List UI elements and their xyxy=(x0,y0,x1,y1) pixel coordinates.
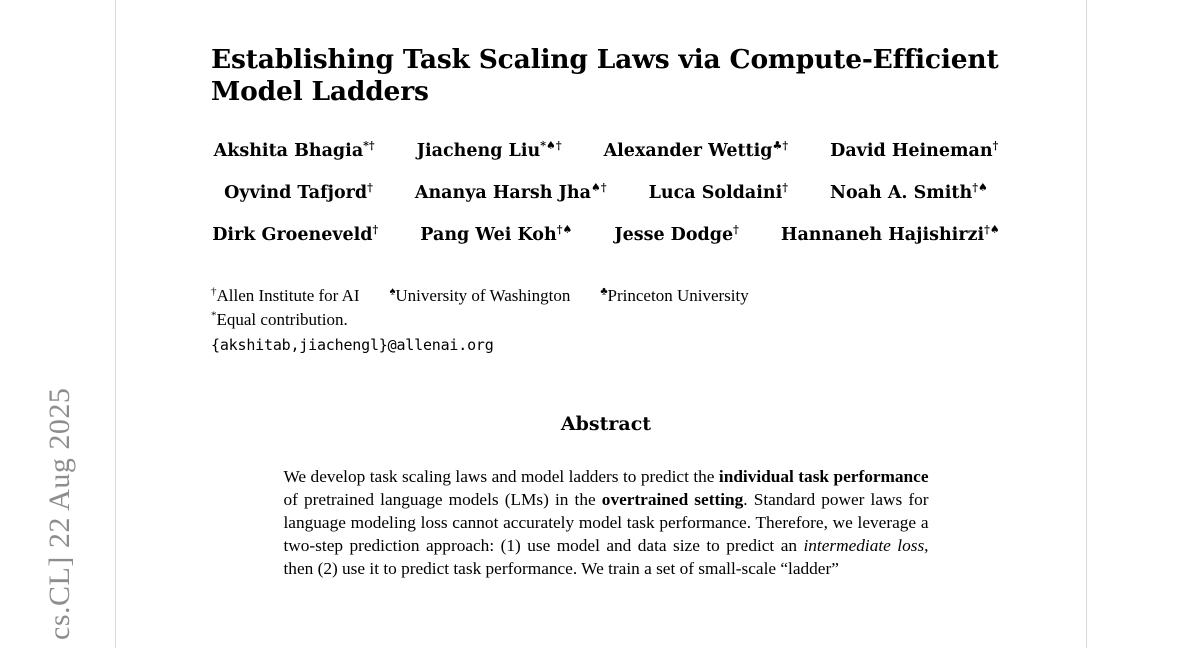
author-name: David Heineman xyxy=(830,140,993,161)
abstract-text: , then (2) use it to predict task performance. We train a set of small-scale “ladder” xyxy=(283,535,929,578)
author-affiliation-marks: †♠ xyxy=(972,180,988,194)
abstract-italic: intermediate loss xyxy=(803,535,925,555)
author-name: Noah A. Smith xyxy=(830,182,973,203)
author xyxy=(780,222,1000,245)
page-left-rule xyxy=(115,0,116,648)
author xyxy=(414,180,607,203)
author-affiliation-marks: † xyxy=(372,222,379,236)
affiliation-mark: ♣ xyxy=(600,285,608,297)
author-row xyxy=(211,180,1001,203)
author-affiliation-marks: ♠† xyxy=(590,180,607,194)
author-name: Luca Soldaini xyxy=(648,182,783,203)
abstract-body xyxy=(284,465,929,580)
equal-contribution-note xyxy=(211,309,1001,332)
page-right-rule xyxy=(1086,0,1087,648)
author-name: Akshita Bhagia xyxy=(213,140,364,161)
author-affiliation-marks: † xyxy=(367,180,373,194)
abstract-text: We develop task scaling laws and model ladders to predict the xyxy=(283,466,719,486)
author-affiliation-marks: † xyxy=(992,138,999,152)
author-name: Jiacheng Liu xyxy=(416,140,541,161)
affiliation xyxy=(600,285,748,308)
affiliation xyxy=(390,285,571,308)
abstract-emphasis: individual task performance xyxy=(718,466,929,486)
author-affiliation-marks: †♠ xyxy=(556,222,573,236)
arxiv-stamp xyxy=(0,0,120,648)
author-affiliation-marks: *♠† xyxy=(540,138,562,152)
author-name: Dirk Groeneveld xyxy=(212,224,373,245)
affiliations-block xyxy=(211,285,1001,355)
author-row xyxy=(211,138,1001,161)
arxiv-stamp-text: cs.CL] 22 Aug 2025 xyxy=(43,387,76,640)
abstract-text: of pretrained language models (LMs) in the xyxy=(283,489,602,509)
author xyxy=(648,180,789,203)
affiliation-name: Princeton University xyxy=(607,285,749,305)
author-name: Ananya Harsh Jha xyxy=(414,182,591,203)
author xyxy=(213,138,375,161)
affiliation-mark: † xyxy=(211,285,217,297)
author xyxy=(212,222,379,245)
paper-content xyxy=(211,44,1001,580)
author-name: Jesse Dodge xyxy=(614,224,734,245)
author xyxy=(830,180,988,203)
abstract-heading: Abstract xyxy=(560,412,652,435)
author-name: Oyvind Tafjord xyxy=(224,182,368,203)
author xyxy=(603,138,789,161)
author-name: Pang Wei Koh xyxy=(420,224,557,245)
equal-contribution-mark: * xyxy=(211,308,217,321)
author-affiliation-marks: *† xyxy=(363,138,375,152)
author-name: Hannaneh Hajishirzi xyxy=(780,224,985,245)
affiliation-name: Allen Institute for AI xyxy=(216,285,360,305)
author-affiliation-marks: †♠ xyxy=(984,222,1000,236)
affiliation-mark: ♠ xyxy=(389,285,396,297)
affiliation xyxy=(211,285,360,308)
author-affiliation-marks: † xyxy=(782,180,789,194)
author xyxy=(416,138,562,161)
author xyxy=(614,222,739,245)
page-title: Establishing Task Scaling Laws via Compute-Efficient Model Ladders xyxy=(211,44,999,108)
author xyxy=(420,222,573,245)
equal-contribution-text: Equal contribution. xyxy=(216,309,348,329)
author-affiliation-marks: † xyxy=(733,222,739,236)
affiliation-row xyxy=(211,285,1001,308)
author xyxy=(830,138,999,161)
author-name: Alexander Wettig xyxy=(603,140,773,161)
affiliation-name: University of Washington xyxy=(395,285,571,305)
author-affiliation-marks: ♣† xyxy=(772,138,789,152)
author-list xyxy=(211,138,1001,245)
contact-email: {akshitab,jiachengl}@allenai.org xyxy=(211,335,494,354)
abstract-text: . Standard power laws for language modeling loss cannot accurately model task performance. Therefore, we leverage a two-step prediction approach: (1) use model and data size to predict an xyxy=(283,489,929,555)
author xyxy=(224,180,373,203)
abstract-emphasis: overtrained setting xyxy=(601,489,744,509)
author-row xyxy=(211,222,1001,245)
